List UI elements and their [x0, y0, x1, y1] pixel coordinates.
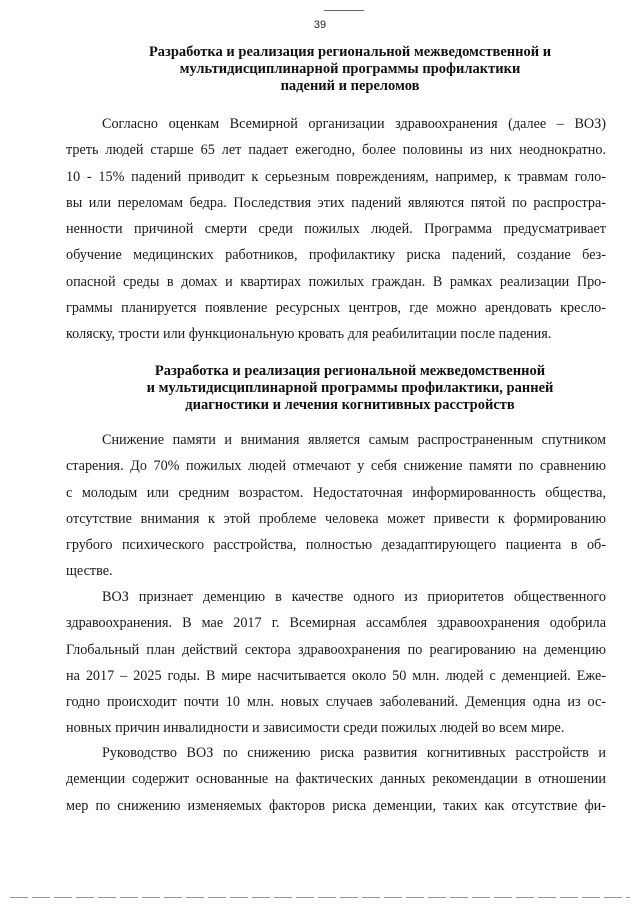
- text-line: мер по снижению изменяемых факторов риска деменции, таких как отсутствие фи-: [66, 797, 606, 814]
- heading-line: мультидисциплинарной программы профилактики: [179, 61, 521, 77]
- text-line: Снижение памяти и внимания является самым распространенным спутником: [102, 432, 606, 448]
- heading-line: и мультидисциплинарной программы профилактики, ранней: [146, 380, 554, 396]
- text-line: с молодым или средним возрастом. Недостаточная информированность общества,: [66, 484, 606, 501]
- text-line: треть людей старше 65 лет падает ежегодно, более половины из них неоднократно.: [66, 142, 606, 159]
- page-number: 39: [313, 19, 327, 31]
- header-rule: [324, 10, 364, 11]
- text-line: Глобальный план действий сектора здравоохранения по реагированию на деменцию: [66, 641, 606, 658]
- footer-rule: [10, 897, 630, 898]
- heading-line: диагностики и лечения когнитивных расстройств: [185, 397, 515, 413]
- text-line: граммы планируется появление ресурсных центров, где можно арендовать кресло-: [66, 300, 606, 317]
- paragraph-who-guidelines: [66, 740, 606, 819]
- text-line: на 2017 – 2025 годы. В мире насчитывается около 50 млн. людей с деменцией. Еже-: [66, 667, 606, 684]
- text-line: Согласно оценкам Всемирной организации здравоохранения (далее – ВОЗ): [102, 116, 606, 132]
- text-line: ществе.: [66, 563, 113, 580]
- text-line: коляску, трости или функциональную кровать для реабилитации после падения.: [66, 326, 552, 343]
- heading-line: Разработка и реализация региональной межведомственной и: [148, 44, 552, 60]
- section-heading-cognitive-disorders: [60, 363, 640, 414]
- text-line: опасной среды в домах и квартирах пожилых граждан. В рамках реализации Про-: [66, 273, 606, 290]
- text-line: обучение медицинских работников, профилактику риска падений, создание без-: [66, 247, 606, 264]
- paragraph-who-dementia-priority: [66, 584, 606, 742]
- text-line: 10 - 15% падений приводит к серьезным повреждениям, например, к травмам голо-: [66, 168, 606, 185]
- text-line: старения. До 70% пожилых людей отмечают у себя снижение памяти по сравнению: [66, 458, 606, 475]
- section-heading-falls-prevention: [60, 44, 640, 95]
- paragraph-memory-decline: [66, 427, 606, 585]
- text-line: новных причин инвалидности и зависимости среди пожилых людей во всем мире.: [66, 720, 565, 737]
- text-line: вы или переломам бедра. Последствия этих падений являются пятой по распростра-: [66, 194, 606, 211]
- text-line: здравоохранения. В мае 2017 г. Всемирная ассамблея здравоохранения одобрила: [66, 615, 606, 632]
- heading-line: Разработка и реализация региональной межведомственной: [154, 363, 546, 379]
- heading-line: падений и переломов: [280, 78, 420, 94]
- text-line: Руководство ВОЗ по снижению риска развития когнитивных расстройств и: [102, 745, 606, 761]
- text-line: годно происходит почти 10 млн. новых случаев заболеваний. Деменция одна из ос-: [66, 694, 606, 711]
- text-line: ненности причиной смерти среди пожилых людей. Программа предусматривает: [66, 221, 606, 238]
- paragraph-falls: [66, 111, 606, 348]
- text-line: грубого психического расстройства, полностью дезадаптирующего пациента в об-: [66, 537, 606, 554]
- text-line: ВОЗ признает деменцию в качестве одного из приоритетов общественного: [102, 589, 606, 605]
- text-line: отсутствие внимания к этой проблеме человека может привести к формированию: [66, 510, 606, 527]
- text-line: деменции содержит основанные на фактических данных рекомендации в отношении: [66, 771, 606, 788]
